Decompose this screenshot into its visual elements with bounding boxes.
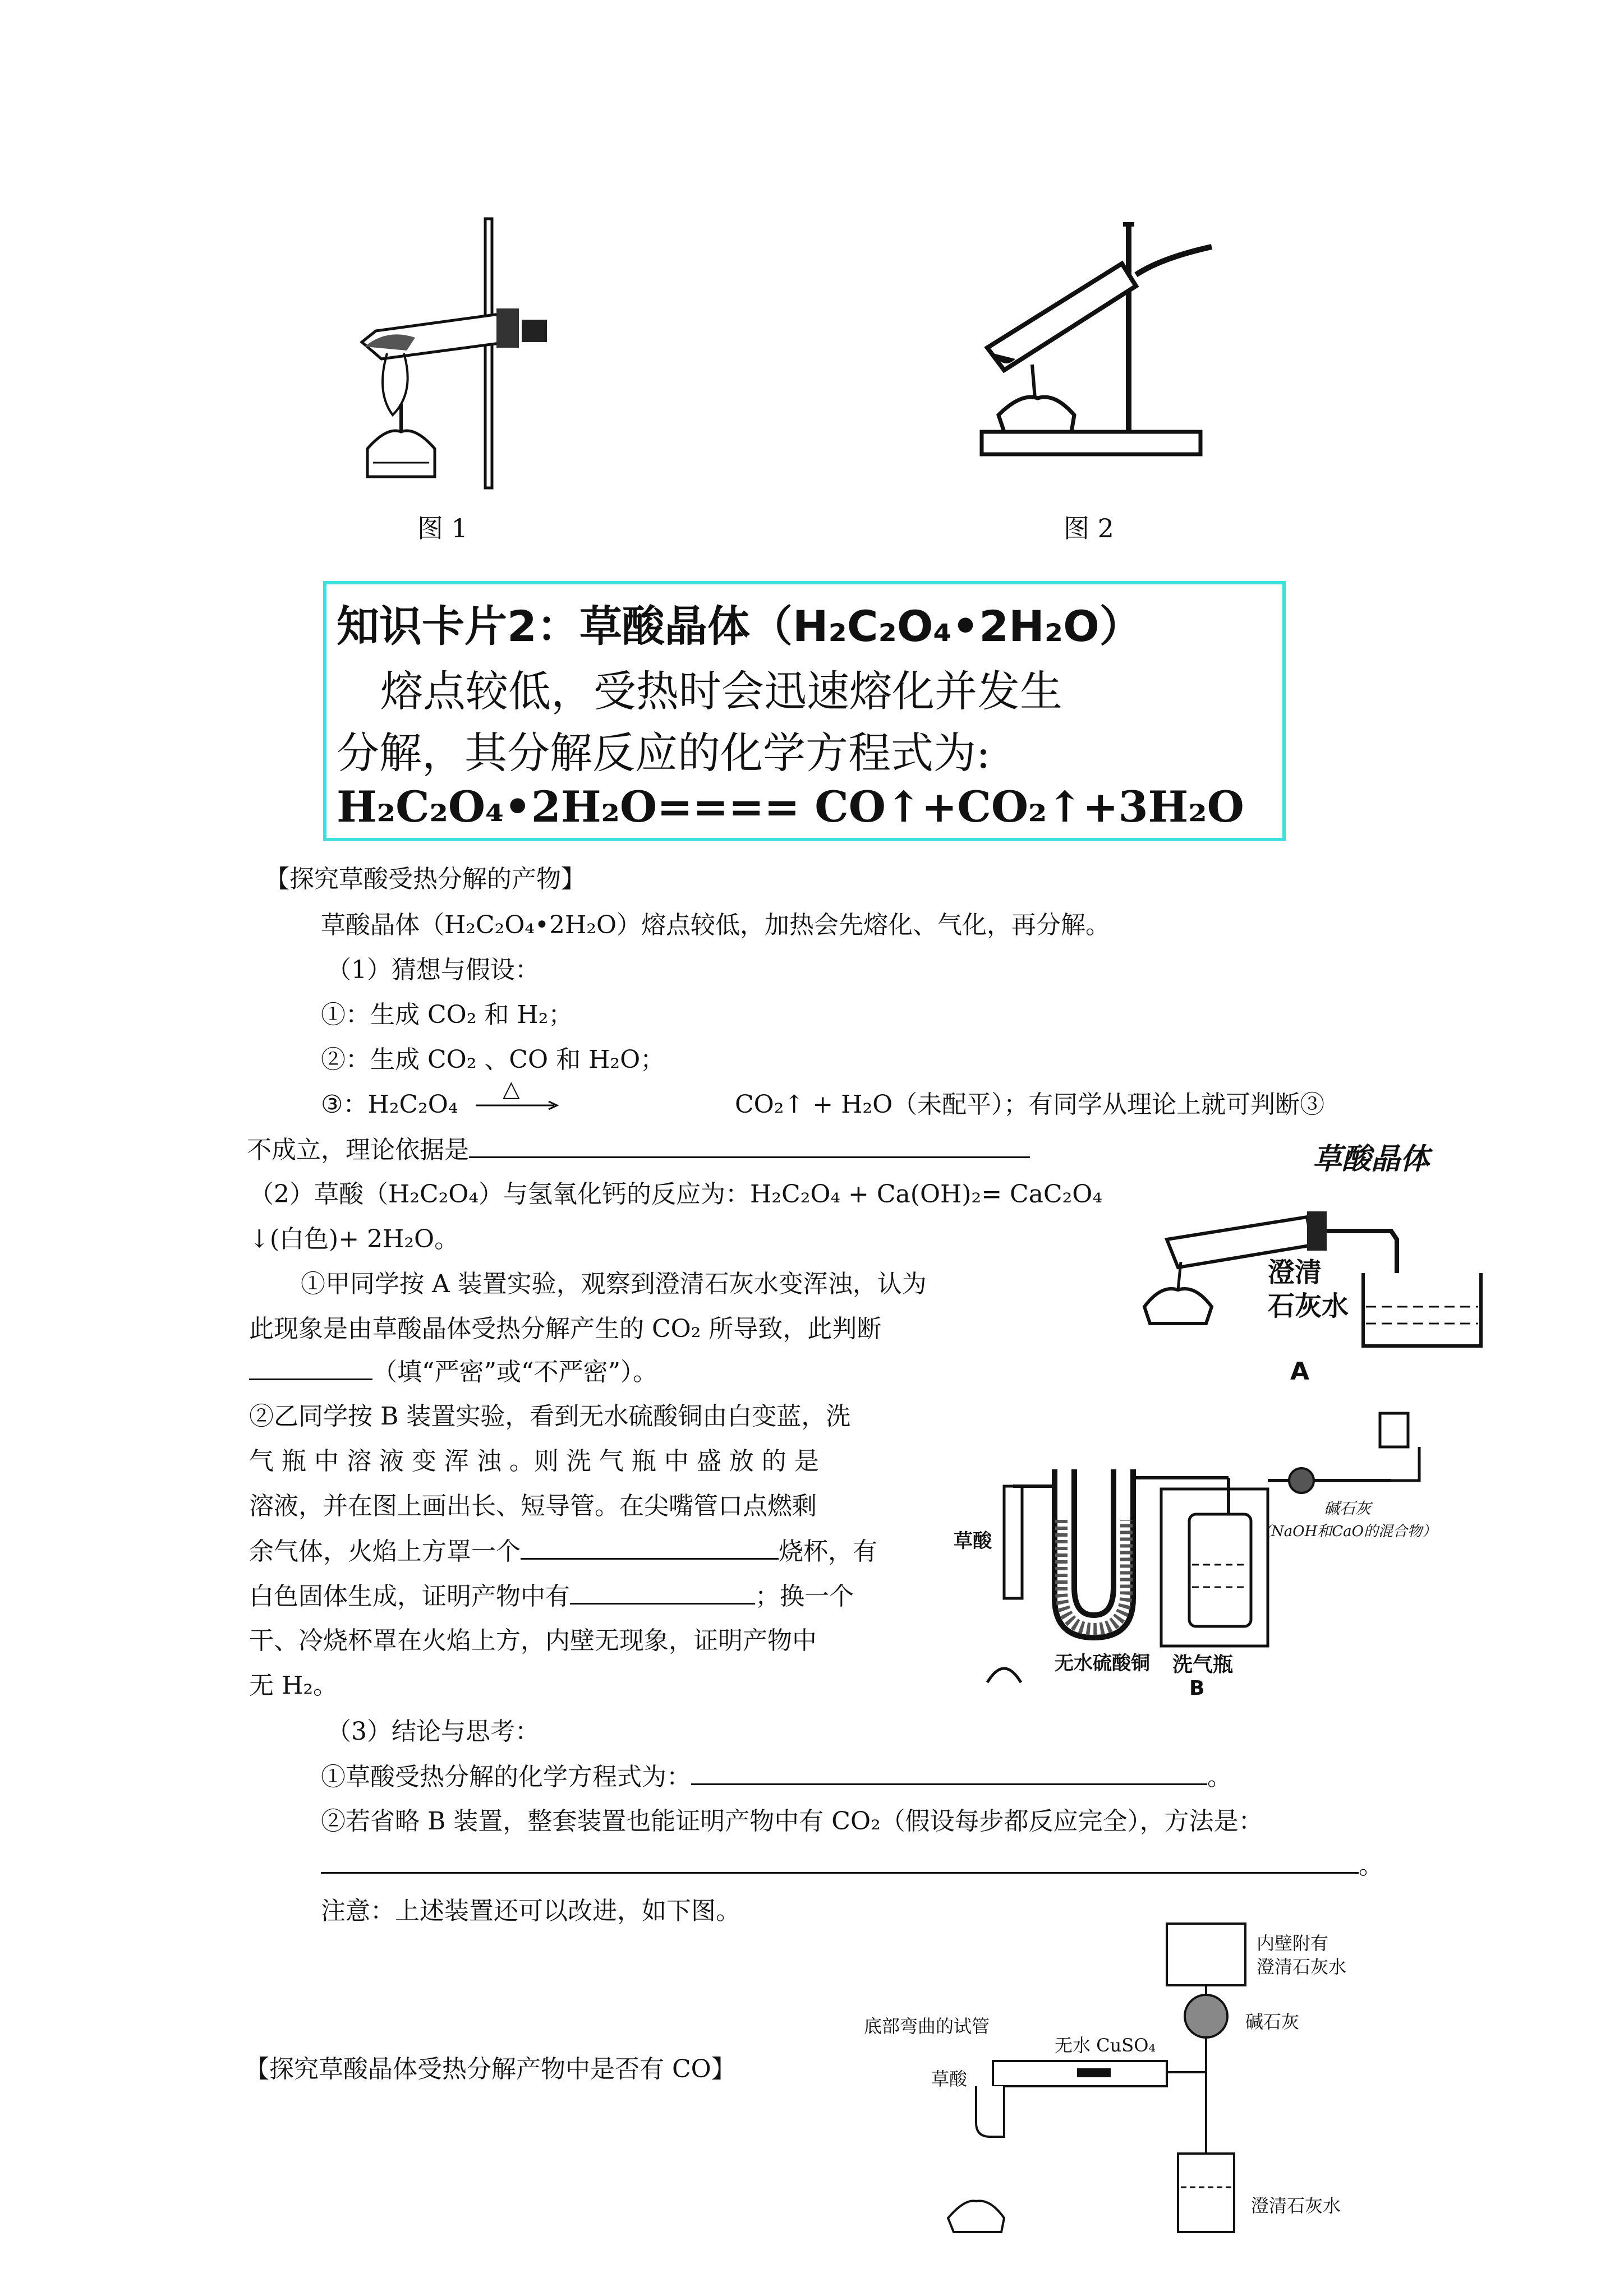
card-line-1: 熔点较低，受热时会迅速熔化并发生 — [380, 666, 1062, 716]
knowledge-card — [323, 581, 1286, 841]
figC-label-cuso4: 无水 CuSO₄ — [1055, 2035, 1156, 2056]
figA-label-crystal: 草酸晶体 — [1313, 1142, 1430, 1176]
figC-label-soda: 碱石灰 — [1245, 2011, 1300, 2032]
hypothesis-3-left: ③：H₂C₂O₄ — [321, 1090, 458, 1119]
figB-label-bottle: 洗气瓶 — [1172, 1653, 1234, 1676]
method-blank[interactable] — [321, 1848, 1359, 1874]
section-1-heading: 【探究草酸受热分解的产物】 — [265, 865, 586, 893]
figB-label-soda: 碱石灰 — [1324, 1499, 1372, 1518]
figure-c — [864, 1918, 1369, 2243]
q2-2-line-g: 无 H₂。 — [249, 1671, 338, 1700]
card-line-2: 分解，其分解反应的化学方程式为: — [337, 728, 991, 778]
beaker-blank[interactable] — [521, 1534, 779, 1560]
q2-2-line-a: ②乙同学按 B 装置实验，看到无水硫酸铜由白变蓝，洗 — [249, 1402, 851, 1431]
basis-blank[interactable] — [469, 1133, 1030, 1158]
figC-label-tube: 底部弯曲的试管 — [864, 2016, 990, 2037]
heat-symbol: △ — [503, 1076, 520, 1102]
figB-label-soda-detail: （NaOH和CaO的混合物） — [1257, 1523, 1437, 1540]
equation-blank[interactable] — [691, 1760, 1207, 1785]
q3-1-line: ①草酸受热分解的化学方程式为： 。 — [321, 1760, 1232, 1794]
figC-label-lime: 澄清石灰水 — [1251, 2195, 1341, 2216]
figB-label-acid: 草酸 — [954, 1530, 992, 1552]
figure-1-apparatus — [353, 213, 589, 494]
rigor-blank[interactable] — [249, 1355, 372, 1380]
card-title: 知识卡片2：草酸晶体（H₂C₂O₄•2H₂O） — [337, 601, 1142, 651]
basis-line — [247, 1133, 1030, 1167]
note-text: 注意：上述装置还可以改进，如下图。 — [321, 1897, 740, 1925]
q1-heading: （1）猜想与假设： — [326, 956, 540, 984]
q2-1-line-c: （填“严密”或“不严密”）。 — [249, 1355, 657, 1389]
figA-label-limewater: 石灰水 — [1268, 1290, 1349, 1322]
q2-1-line-b: 此现象是由草酸晶体受热分解产生的 CO₂ 所导致，此判断 — [249, 1315, 882, 1343]
figA-letter: A — [1290, 1357, 1310, 1386]
intro-text: 草酸晶体（H₂C₂O₄•2H₂O）熔点较低，加热会先熔化、气化，再分解。 — [321, 911, 1111, 939]
figC-label-wall-1: 内壁附有 — [1257, 1933, 1329, 1954]
card-equation: H₂C₂O₄•2H₂O==== CO↑+CO₂↑+3H₂O — [337, 782, 1244, 832]
hypothesis-2: ②：生成 CO₂ 、CO 和 H₂O； — [321, 1045, 665, 1074]
q2-1-line-a: ①甲同学按 A 装置实验，观察到澄清石灰水变浑浊，认为 — [301, 1270, 927, 1298]
figure-1-caption: 图 1 — [417, 513, 468, 543]
figure-b — [954, 1408, 1447, 1705]
figC-label-acid: 草酸 — [931, 2068, 968, 2090]
figure-a — [1133, 1138, 1537, 1396]
heat-arrow — [476, 1076, 560, 1113]
figB-label-cuso4: 无水硫酸铜 — [1055, 1652, 1150, 1675]
section-2-heading: 【探究草酸晶体受热分解产物中是否有 CO】 — [245, 2055, 736, 2083]
q2-2-line-b: 气 瓶 中 溶 液 变 浑 浊 。则 洗 气 瓶 中 盛 放 的 是 — [249, 1447, 819, 1476]
q2-line-a: （2）草酸（H₂C₂O₄）与氢氧化钙的反应为：H₂C₂O₄ + Ca(OH)₂= CaC₂O₄ — [249, 1180, 1102, 1209]
figC-label-wall-2: 澄清石灰水 — [1257, 1956, 1347, 1977]
figA-label-clear: 澄清 — [1268, 1257, 1322, 1288]
figB-letter: B — [1189, 1677, 1205, 1700]
hypothesis-1: ①：生成 CO₂ 和 H₂； — [321, 1001, 573, 1029]
q3-heading: （3）结论与思考： — [326, 1717, 540, 1746]
q2-2-line-e: 白色固体生成，证明产物中有 ；换一个 — [249, 1579, 854, 1613]
q2-2-line-c: 溶液，并在图上画出长、短导管。在尖嘴管口点燃剩 — [249, 1492, 817, 1520]
basis-text: 不成立，理论依据是 — [247, 1136, 469, 1164]
q2-2-line-d: 余气体，火焰上方罩一个 烧杯，有 — [249, 1534, 877, 1569]
figure-2-apparatus — [976, 213, 1223, 471]
product-blank[interactable] — [570, 1579, 755, 1605]
hypothesis-3-right: CO₂↑ + H₂O（未配平）；有同学从理论上就可判断③ — [735, 1090, 1325, 1119]
q2-line-b: ↓(白色)+ 2H₂O。 — [249, 1225, 459, 1253]
q2-2-line-f: 干、冷烧杯罩在火焰上方，内壁无现象，证明产物中 — [249, 1626, 817, 1655]
q3-2-answer-line: 。 — [321, 1848, 1383, 1883]
figure-2-caption: 图 2 — [1064, 513, 1114, 543]
q3-2-line: ②若省略 B 装置，整套装置也能证明产物中有 CO₂（假设每步都反应完全），方法是： — [321, 1807, 1263, 1836]
